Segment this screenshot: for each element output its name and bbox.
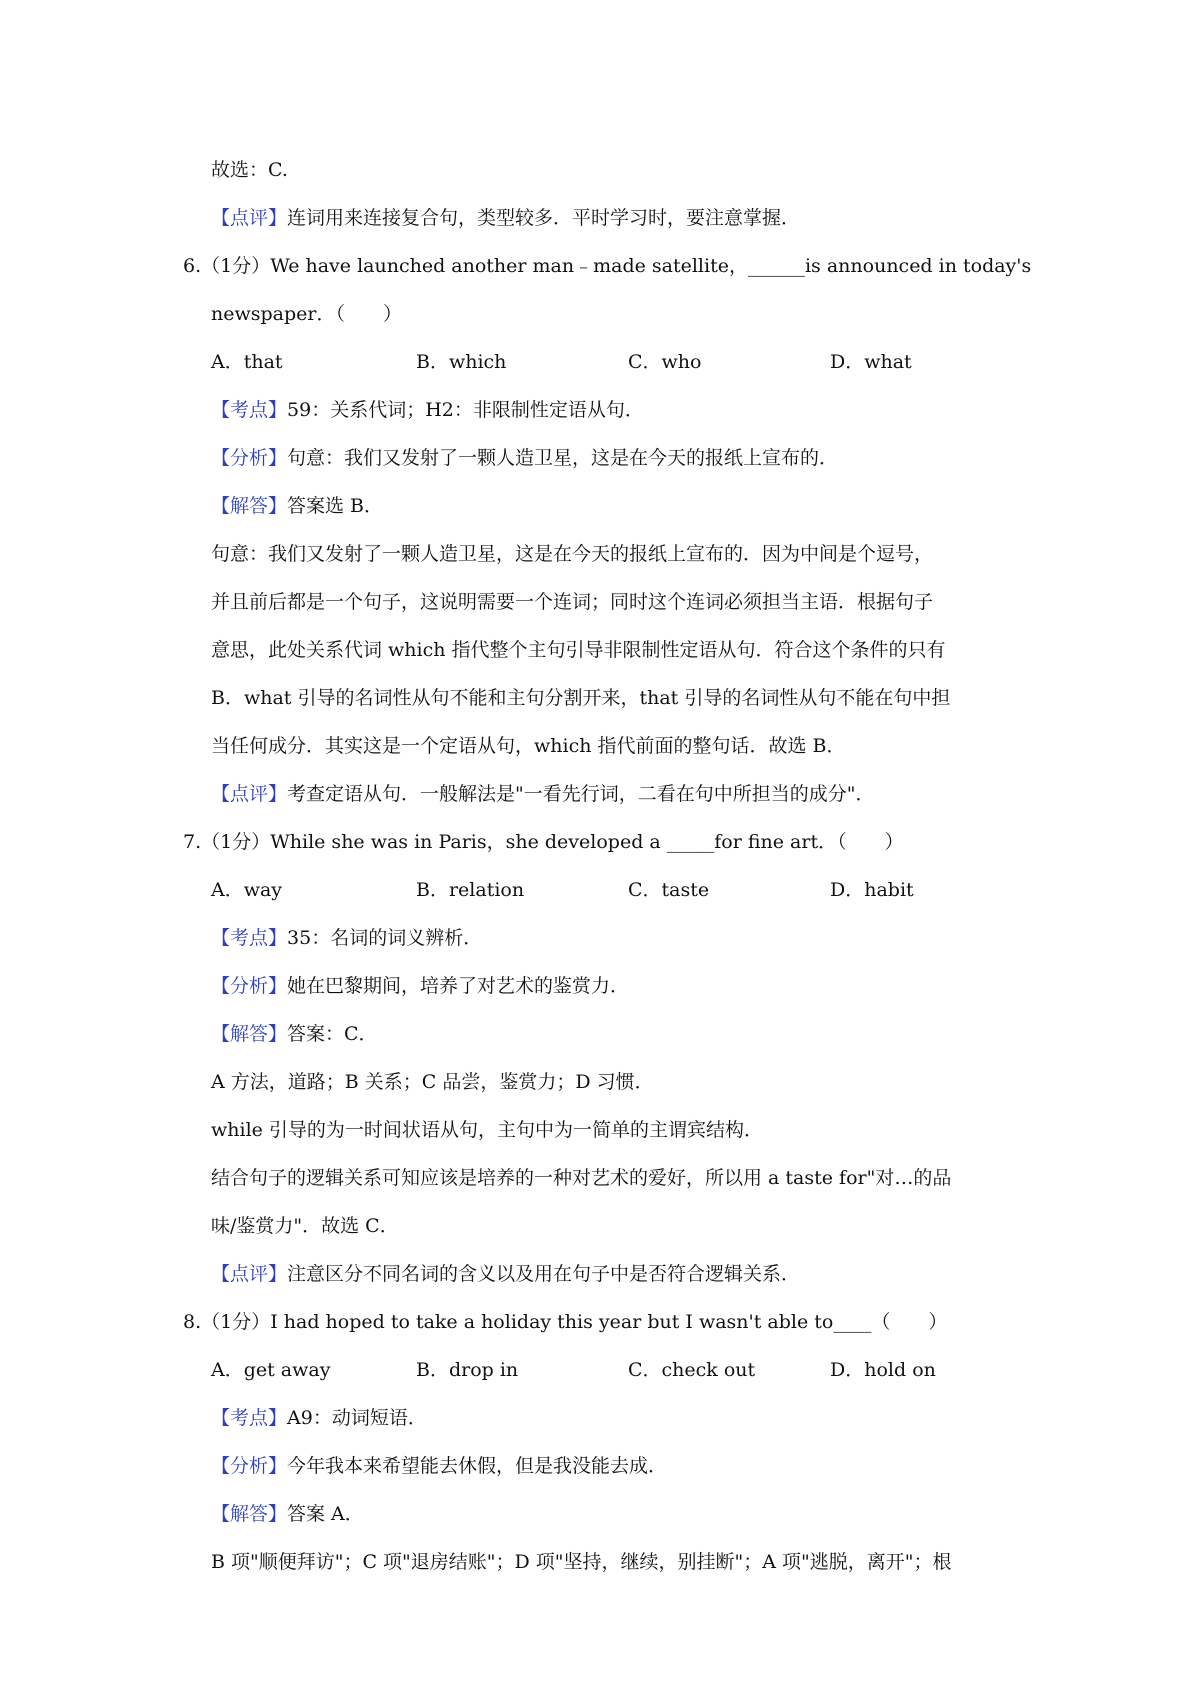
q6-fenxi-tag: 【分析】 [211, 447, 288, 469]
q7-fenxi [211, 973, 629, 999]
q7-fenxi-text: 她在巴黎期间，培养了对艺术的鉴赏力． [287, 975, 630, 997]
q6-jieda-tag: 【解答】 [211, 495, 288, 517]
q7-kaodian-tag: 【考点】 [211, 927, 288, 949]
q6-kaodian-tag: 【考点】 [211, 399, 288, 421]
q8-stem [183, 1309, 947, 1335]
q6-fenxi [211, 445, 838, 471]
review-line [211, 205, 800, 231]
q7-number: 7. [183, 831, 202, 853]
q7-dianping-text: 注意区分不同名词的含义以及用在句子中是否符合逻辑关系． [287, 1263, 801, 1285]
q8-stem-part2: （ ） [871, 1311, 948, 1333]
q6-stem-part1: We have launched another man﹣made satellite， [270, 255, 748, 277]
q6-number: 6. [183, 255, 202, 277]
q6-jieda-text: 答案选 B． [287, 495, 384, 517]
q7-option-a: A．way [211, 879, 283, 901]
q7-jieda-text: 答案：C． [287, 1023, 378, 1045]
q6-fenxi-text: 句意：我们又发射了一颗人造卫星，这是在今天的报纸上宣布的． [287, 447, 839, 469]
q8-score: （1分） [201, 1311, 271, 1333]
q8-fenxi [211, 1453, 667, 1479]
q8-explain-1: B 项"顺便拜访"；C 项"退房结账"；D 项"坚持，继续，别挂断"；A 项"逃脱，离开"；根 [211, 1551, 952, 1573]
q8-fenxi-text: 今年我本来希望能去休假，但是我没能去成． [287, 1455, 668, 1477]
q6-jieda [211, 493, 383, 519]
q6-option-d: D．what [830, 351, 912, 373]
review-text: 连词用来连接复合句，类型较多．平时学习时，要注意掌握． [287, 207, 801, 229]
q8-jieda [211, 1501, 364, 1527]
q7-dianping-tag: 【点评】 [211, 1263, 288, 1285]
q6-option-b: B．which [416, 351, 507, 373]
q7-option-b: B．relation [416, 879, 525, 901]
q7-kaodian [211, 925, 482, 951]
q8-kaodian-tag: 【考点】 [211, 1407, 288, 1429]
q8-option-b: B．drop in [416, 1359, 519, 1381]
q6-score: （1分） [201, 255, 271, 277]
q7-kaodian-text: 35：名词的词义辨析． [287, 927, 483, 949]
q8-blank: ____ [833, 1311, 872, 1333]
q8-option-a: A．get away [211, 1359, 331, 1381]
q6-option-a: A．that [211, 351, 283, 373]
q7-explain-1: A 方法，道路；B 关系；C 品尝，鉴赏力；D 习惯． [211, 1071, 654, 1093]
q8-jieda-tag: 【解答】 [211, 1503, 288, 1525]
select-answer-line: 故选：C. [211, 159, 288, 181]
q8-kaodian-text: A9：动词短语． [287, 1407, 427, 1429]
q7-explain-4: 味/鉴赏力"．故选 C． [211, 1215, 399, 1237]
q6-explain-5: 当任何成分．其实这是一个定语从句，which 指代前面的整句话．故选 B． [211, 735, 846, 757]
q7-jieda [211, 1021, 378, 1047]
q6-dianping [211, 781, 875, 807]
q8-fenxi-tag: 【分析】 [211, 1455, 288, 1477]
q7-stem-part1: While she was in Paris，she developed a [270, 831, 667, 853]
q6-stem [183, 253, 1032, 279]
q7-fenxi-tag: 【分析】 [211, 975, 288, 997]
q7-score: （1分） [201, 831, 271, 853]
q7-dianping [211, 1261, 800, 1287]
q8-number: 8. [183, 1311, 202, 1333]
q8-kaodian [211, 1405, 427, 1431]
q6-kaodian [211, 397, 644, 423]
q6-stem-line2: newspaper．（ ） [211, 303, 402, 325]
q6-dianping-tag: 【点评】 [211, 783, 288, 805]
q7-explain-3: 结合句子的逻辑关系可知应该是培养的一种对艺术的爱好，所以用 a taste for"对…的品 [211, 1167, 952, 1189]
q7-explain-2: while 引导的为一时间状语从句，主句中为一简单的主谓宾结构． [211, 1119, 763, 1141]
q7-option-d: D．habit [830, 879, 914, 901]
q8-jieda-text: 答案 A． [287, 1503, 364, 1525]
q8-option-d: D．hold on [830, 1359, 936, 1381]
q6-explain-1: 句意：我们又发射了一颗人造卫星，这是在今天的报纸上宣布的．因为中间是个逗号， [211, 543, 934, 565]
q6-explain-3: 意思，此处关系代词 which 指代整个主句引导非限制性定语从句．符合这个条件的只有 [211, 639, 946, 661]
q7-stem-part2: for fine art．（ ） [714, 831, 904, 853]
q6-stem-part2: is announced in today's [804, 255, 1032, 277]
q7-jieda-tag: 【解答】 [211, 1023, 288, 1045]
q6-explain-2: 并且前后都是一个句子，这说明需要一个连词；同时这个连词必须担当主语．根据句子 [211, 591, 934, 613]
q6-stem-rest [748, 253, 1031, 279]
q6-dianping-text: 考查定语从句．一般解法是"一看先行词，二看在句中所担当的成分"． [287, 783, 875, 805]
q6-blank: ______ [747, 255, 805, 277]
review-tag: 【点评】 [211, 207, 288, 229]
q8-stem-part1: I had hoped to take a holiday this year but I wasn't able to [270, 1311, 834, 1333]
q8-option-c: C．check out [628, 1359, 756, 1381]
q7-stem [183, 829, 904, 855]
q7-blank: _____ [666, 831, 715, 853]
q6-kaodian-text: 59：关系代词；H2：非限制性定语从句． [287, 399, 644, 421]
q6-option-c: C．who [628, 351, 702, 373]
q7-option-c: C．taste [628, 879, 710, 901]
q6-explain-4: B．what 引导的名词性从句不能和主句分割开来，that 引导的名词性从句不能在句中担 [211, 687, 951, 709]
